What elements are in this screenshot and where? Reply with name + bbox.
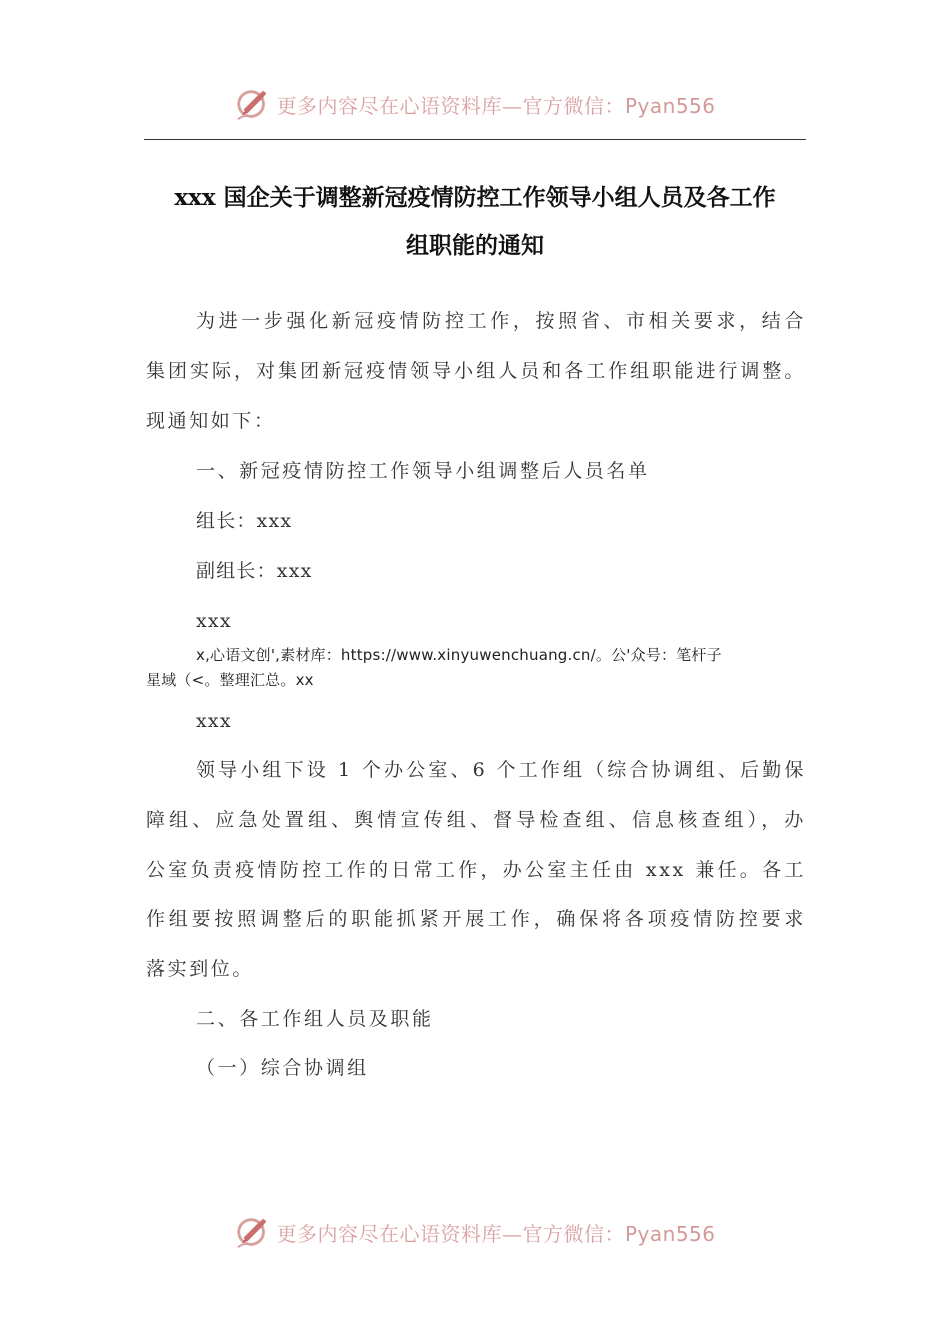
watermark-wechat-id: Pyan556	[624, 93, 716, 118]
watermark-text	[276, 1218, 715, 1247]
header-divider	[144, 139, 806, 140]
inserted-note-line-2: 星域（<。整理汇总。xx	[146, 671, 314, 689]
inserted-note-line-1: x,心语文创',素材库：https://www.xinyuwenchuang.cn/。公'众号：笔杆子	[196, 646, 722, 664]
watermark-text	[276, 90, 715, 119]
section-1-heading: 一、新冠疫情防控工作领导小组调整后人员名单	[196, 460, 650, 482]
intro-line-2: 集团实际，对集团新冠疫情领导小组人员和各工作组职能进行调整。	[146, 360, 806, 382]
member-line-1: xxx	[196, 610, 232, 632]
watermark-cn: 更多内容尽在心语资料库—官方微信：	[276, 1221, 625, 1246]
title-line-2: 组职能的通知	[406, 232, 544, 259]
deputy-leader-line: 副组长：xxx	[196, 560, 313, 582]
leader-line: 组长：xxx	[196, 510, 293, 532]
paragraph-2-line-5: 落实到位。	[146, 958, 255, 980]
section-2-heading: 二、各工作组人员及职能	[196, 1008, 434, 1030]
pen-logo-icon	[234, 1213, 272, 1251]
watermark-wechat-id: Pyan556	[624, 1221, 716, 1246]
subsection-1-heading: （一）综合协调组	[196, 1057, 369, 1079]
document-title	[144, 174, 806, 270]
intro-line-1: 为进一步强化新冠疫情防控工作，按照省、市相关要求，结合	[196, 310, 806, 332]
title-line-1: xxx 国企关于调整新冠疫情防控工作领导小组人员及各工作	[174, 184, 776, 211]
footer-watermark	[0, 1210, 950, 1254]
intro-line-3: 现通知如下：	[146, 410, 276, 432]
pen-logo-icon	[234, 85, 272, 123]
paragraph-2-line-3: 公室负责疫情防控工作的日常工作，办公室主任由 xxx 兼任。各工	[146, 859, 806, 881]
watermark-cn: 更多内容尽在心语资料库—官方微信：	[276, 93, 625, 118]
header-watermark	[0, 82, 950, 126]
paragraph-2-line-2: 障组、应急处置组、舆情宣传组、督导检查组、信息核查组），办	[146, 809, 806, 831]
paragraph-2-line-4: 作组要按照调整后的职能抓紧开展工作，确保将各项疫情防控要求	[146, 908, 806, 930]
paragraph-2-line-1: 领导小组下设 1 个办公室、6 个工作组（综合协调组、后勤保	[196, 759, 806, 781]
member-line-2: xxx	[196, 710, 232, 732]
